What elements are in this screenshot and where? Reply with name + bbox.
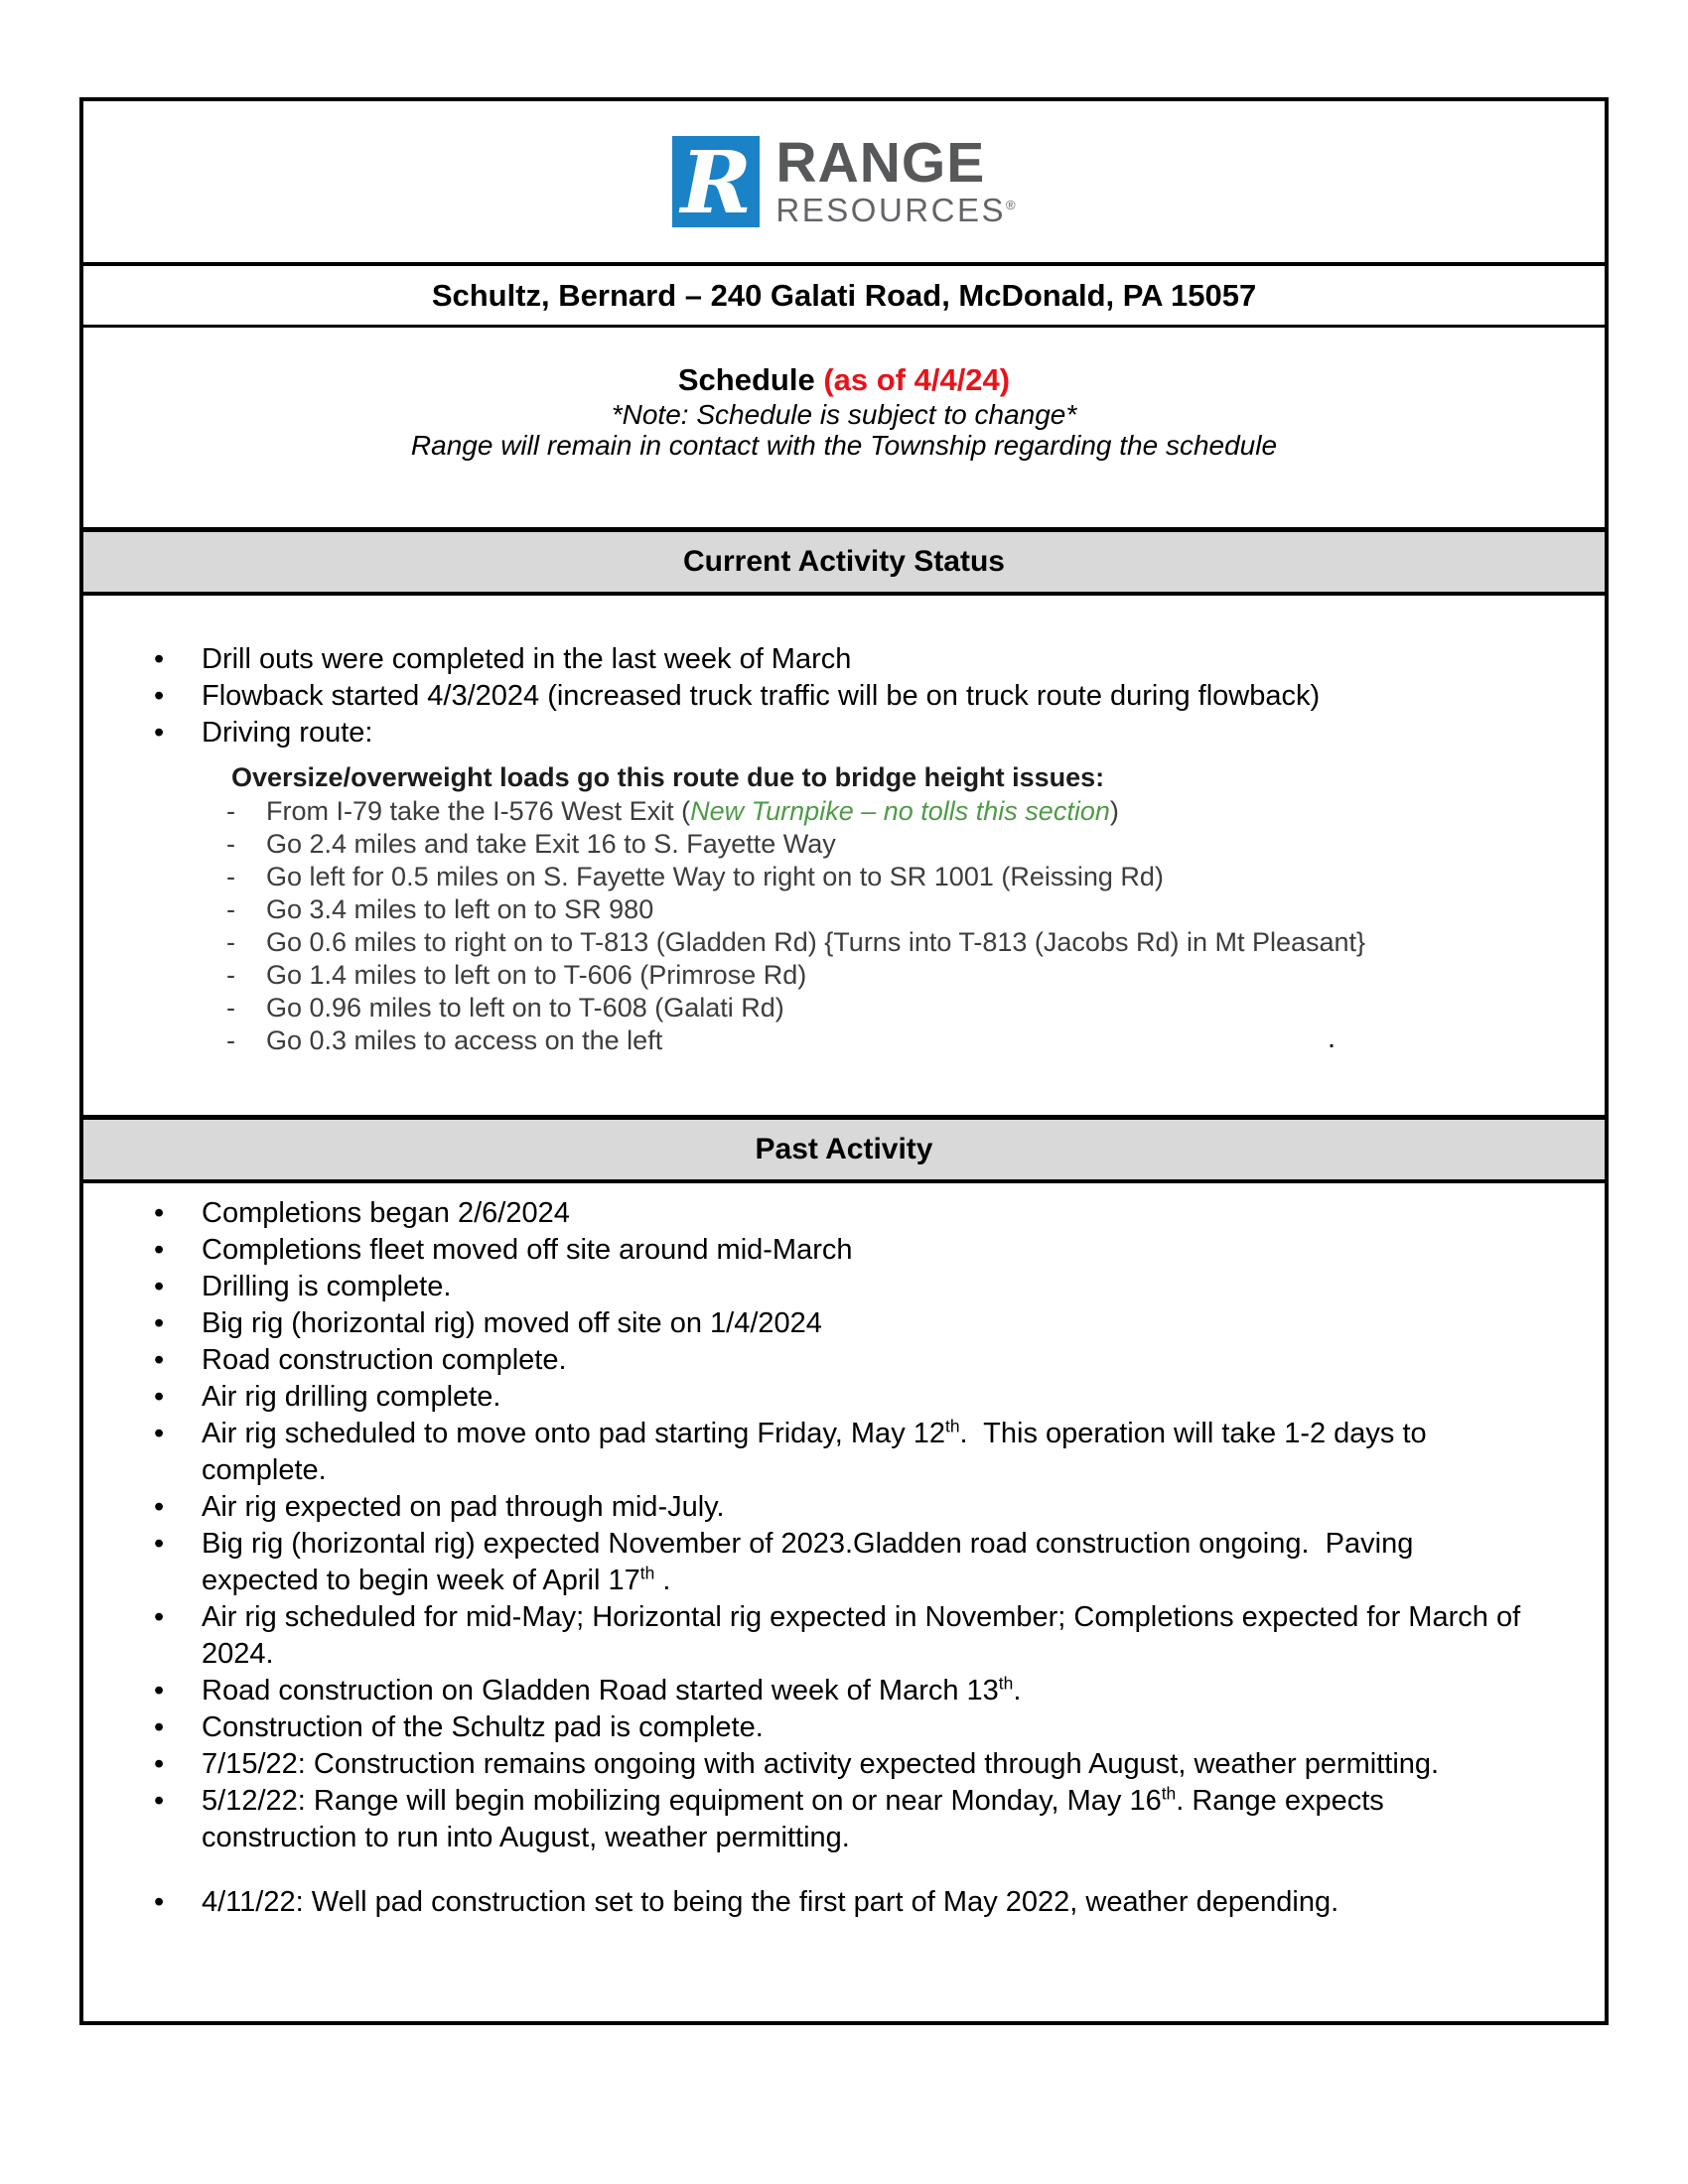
text-segment: Air rig expected on pad through mid-July.	[202, 1491, 725, 1523]
superscript-text: th	[998, 1673, 1014, 1694]
text-segment: .	[654, 1565, 671, 1596]
past-activity-heading-band	[83, 1120, 1605, 1183]
past-activity-section	[83, 1183, 1605, 2021]
superscript-text: th	[639, 1563, 655, 1583]
logo-letter: R	[680, 135, 753, 227]
text-segment: Air rig scheduled to move onto pad starting Friday, May 12	[202, 1418, 946, 1449]
route-step	[224, 861, 1605, 893]
text-segment: Air rig drilling complete.	[202, 1381, 501, 1413]
past-activity-bullet	[83, 1269, 1605, 1305]
route-step	[224, 992, 1605, 1024]
logo-wordmark	[775, 131, 1016, 229]
schedule-title-text: Schedule	[677, 362, 815, 397]
text-segment: 5/12/22: Range will begin mobilizing equipment on or near Monday, May 16	[202, 1785, 1162, 1817]
past-activity-bullet	[83, 1489, 1605, 1526]
route-step	[224, 1024, 1605, 1057]
range-resources-logo	[672, 131, 1016, 229]
text-segment: Go 3.4 miles to left on to SR 980	[266, 894, 654, 924]
logo-row	[83, 101, 1605, 266]
text-segment: Road construction complete.	[202, 1344, 567, 1376]
text-segment: Go left for 0.5 miles on S. Fayette Way to right on to SR 1001 (Reissing Rd)	[266, 862, 1164, 891]
stray-period: .	[1328, 1023, 1336, 1054]
past-activity-bullet	[83, 1746, 1605, 1783]
property-owner-header-row	[83, 266, 1605, 328]
text-segment: Go 0.6 miles to right on to T-813 (Gladden Rd) {Turns into T-813 (Jacobs Rd) in Mt Pleasant}	[266, 927, 1366, 957]
text-segment: From I-79 take the I-576 West Exit (	[266, 796, 691, 826]
past-activity-bullet	[83, 1305, 1605, 1342]
text-segment: Big rig (horizontal rig) moved off site on 1/4/2024	[202, 1307, 822, 1339]
past-activity-bullet	[83, 1526, 1605, 1599]
past-activity-bullet	[83, 1379, 1605, 1416]
text-segment: )	[1109, 796, 1119, 826]
text-segment: . Range expects construction to run into August, weather permitting.	[202, 1785, 1392, 1853]
text-segment: Construction of the Schultz pad is complete.	[202, 1711, 764, 1743]
current-activity-bullet: • Flowback started 4/3/2024 (increased truck traffic will be on truck route during flowback)	[83, 678, 1605, 715]
past-activity-bullet	[83, 1709, 1605, 1746]
past-activity-bullet	[83, 1673, 1605, 1709]
past-activity-bullet	[83, 1232, 1605, 1269]
current-activity-heading: Current Activity Status	[683, 545, 1005, 578]
text-segment: Go 2.4 miles and take Exit 16 to S. Fayette Way	[266, 829, 836, 859]
past-activity-bullet	[83, 1342, 1605, 1379]
schedule-as-of-date: (as of 4/4/24)	[823, 362, 1011, 397]
current-activity-bullet: • Drill outs were completed in the last week of March	[83, 641, 1605, 678]
schedule-contact-note: Range will remain in contact with the Township regarding the schedule	[410, 430, 1278, 461]
schedule-title	[83, 361, 1605, 399]
schedule-note: *Note: Schedule is subject to change*	[611, 399, 1077, 430]
text-segment: .	[1013, 1675, 1022, 1706]
owner-address-title: Schultz, Bernard – 240 Galati Road, McDonald, PA 15057	[431, 277, 1257, 313]
route-step	[224, 795, 1605, 828]
text-segment: Drilling is complete.	[202, 1271, 452, 1302]
text-segment: Completions fleet moved off site around mid-March	[202, 1234, 853, 1266]
schedule-section	[83, 328, 1605, 532]
range-logo-r-icon	[672, 136, 760, 227]
text-segment: . This operation will take 1-2 days to complete.	[202, 1418, 1435, 1486]
current-activity-list	[83, 641, 1605, 751]
text-segment: Completions began 2/6/2024	[202, 1197, 570, 1229]
text-segment: Road construction on Gladden Road started week of March 13	[202, 1675, 999, 1706]
route-step	[224, 828, 1605, 861]
past-activity-heading: Past Activity	[755, 1133, 933, 1165]
text-segment: New Turnpike – no tolls this section	[690, 796, 1110, 826]
route-heading: Oversize/overweight loads go this route due to bridge height issues:	[231, 762, 1105, 792]
past-activity-list	[83, 1195, 1605, 1921]
route-steps-list	[224, 795, 1605, 1057]
current-activity-section	[83, 596, 1605, 1120]
text-segment: Air rig scheduled for mid-May; Horizontal rig expected in November; Completions expected for March of 2024.	[202, 1601, 1529, 1670]
text-segment: 4/11/22: Well pad construction set to being the first part of May 2022, weather depending.	[202, 1886, 1339, 1918]
superscript-text: th	[1161, 1783, 1177, 1804]
current-activity-heading-band	[83, 532, 1605, 596]
superscript-text: th	[945, 1416, 960, 1436]
route-step	[224, 926, 1605, 959]
current-activity-bullet: • Driving route:	[83, 715, 1605, 751]
text-segment: Go 1.4 miles to left on to T-606 (Primrose Rd)	[266, 960, 807, 990]
text-segment: Go 0.3 miles to access on the left	[266, 1025, 663, 1055]
driving-route-block	[224, 761, 1605, 1057]
registered-trademark-icon: ®	[1005, 198, 1016, 213]
logo-brand-subname	[775, 194, 1015, 228]
text-segment: 7/15/22: Construction remains ongoing with activity expected through August, weather permitting.	[202, 1748, 1440, 1780]
past-activity-bullet	[83, 1884, 1605, 1921]
text-segment: Go 0.96 miles to left on to T-608 (Galati Rd)	[266, 993, 784, 1023]
text-segment: Big rig (horizontal rig) expected November of 2023.Gladden road construction ongoing. Paving expected to begin week of April 17	[202, 1528, 1422, 1596]
route-step	[224, 959, 1605, 992]
route-step	[224, 893, 1605, 926]
past-activity-bullet	[83, 1416, 1605, 1489]
schedule-document	[79, 97, 1609, 2025]
logo-subname-text: RESOURCES	[775, 192, 1006, 229]
past-activity-bullet	[83, 1599, 1605, 1673]
past-activity-bullet	[83, 1783, 1605, 1856]
logo-brand-name: RANGE	[775, 131, 986, 196]
past-activity-bullet	[83, 1195, 1605, 1232]
